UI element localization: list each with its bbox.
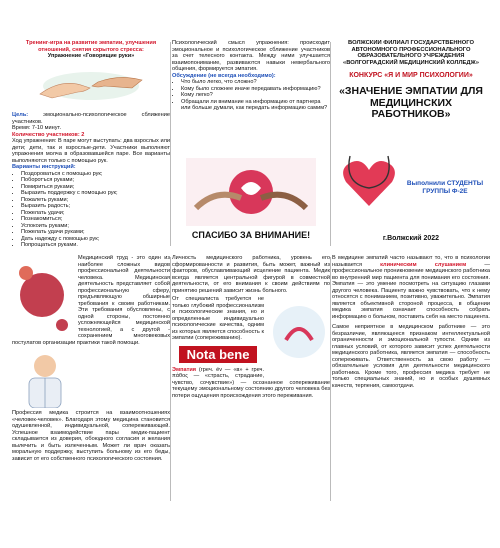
list-item: • Познакомиться; [21,216,170,223]
list-item: • Дать надежду с помощью рук; [21,236,170,243]
time: Время: 7-10 минут. [12,125,62,131]
indifference-text: Самое неприятное в медицинском работнике — это безразличие, являющееся признаком интеллектуальной ограниченности и эмоциональной тупости. Одним из главных условий, от которого зависит успех деятельности медицинского работника, является эмпатия — способность сопереживать. Ответственность за свою работу — обязательные условия для деятельности медицинского работника. Кроме того, профессия медика требует не только специальных знаний, но и особых душевных качеств, терпения, самоотдачи. [332,324,490,389]
variants-title: Варианты инструкций: [12,164,76,170]
clinical-listening-term: клиническим слушанием [380,261,467,268]
list-item: • Выразить радость; [21,203,170,210]
empathy-term: Эмпатия [172,366,197,373]
panel-medicine-intro [12,255,170,503]
list-item: • Выразить поддержку с помощью рук; [21,190,170,197]
goal-text: эмоционально-психологическое сближение участников. [12,112,170,125]
questions-list [172,79,330,112]
list-item: • Что было легко, что сложно? [181,79,330,86]
holding-hands-illustration [186,158,316,226]
hands-illustration [32,62,150,106]
caring-hands-illustration [268,296,330,376]
list-item: • Поздороваться с помощью рук; [21,171,170,178]
panel-personality [172,255,330,503]
list-item: • Пожелать удачи; [21,210,170,217]
list-item: • Обращали ли внимание на информацию от партнера или больше думали, как передать информацию самим? [181,99,330,112]
clinical-text-end: — профессиональное проникновение медицинского работника во внутренний мир пациента для понимания его состояния. Эмпатия — это умение посмотреть на ситуацию глазами другого человека. Пациенту важно чувствовать, что к нему относятся с пониманием, позитивно, уважительно. Эмпатия является объективной стороной процесса, в общении медика эмпатия означает способность собрать информацию о больном, поставить себя на место пациента. [332,261,490,320]
meaning-text: Психологический смысл упражнения: происходит эмоциональное и психологическое сближение участников за счет телесного контакта. Между ними улучшается взаимопонимание, развиваются навыки невербального общения, формируется эмпатия. [172,40,330,72]
empathy-definition: (греч. év — «в» + греч. πάθος — «страсть, страдание, чувство, сочувствие») — осознанное сопереживание текущему эмоциональному состоянию другого человека без потери ощущения происхождения этого переживания. [172,366,330,399]
list-item: • Кому легко? [181,92,330,99]
organization: ВОЛЖСКИЙ ФИЛИАЛ ГОСУДАРСТВЕННОГО АВТОНОМНОГО ПРОФЕССИОНАЛЬНОГО ОБРАЗОВАТЕЛЬНОГО УЧРЕЖДЕНИЯ «ВОЛГОГРАДСКИЙ МЕДИЦИНСКИЙ КОЛЛЕДЖ» [342,40,479,66]
list-item: • Помириться руками; [21,184,170,191]
panel-discussion [172,40,330,248]
virus-illustration [12,255,74,337]
variants-list [12,171,170,249]
separator [330,42,331,246]
thanks-text: СПАСИБО ЗА ВНИМАНИЕ! [191,230,311,240]
specialist-text: От специалиста требуется не только глубокий профессионализм и психологические знания, но и определенные индивидуально психологические качества, одним из которых является способность к эмпатии (сопереживанию). [172,296,264,341]
discussion-title: Обсуждение (не всегда необходимо): [172,72,276,79]
list-item: • Кому было сложнее иначе передавать информацию? [181,86,330,93]
panel-clinical-listening [332,255,490,503]
task-title: Тренинг-игра на развитие эмпатии, улучшения отношений, снятия скрытого стресса: [25,40,157,53]
clinical-text-start: В медицине эмпатий часто называют то, что в психологии называется [332,255,490,268]
authors: Выполнили СТУДЕНТЫ ГРУППЫ Ф-2Е [406,180,484,195]
list-item: • Пожалеть руками; [21,197,170,204]
count: Количество участников: 2 [12,131,85,138]
separator [170,42,171,246]
task-name: Упражнение «Говорящие руки» [47,53,135,59]
profession-text: Профессия медика строится на взаимоотношениях «человек-человек». Благодаря этому медицина становится одушевленной, индивидуальной, сопереживающей. Успешное взаимодействие пары медик-пациент складывается из доверия, обоюдного согласия и желания вылечить и быть излеченным. Может ли врач оказать моральную поддержку, выступить больному из его беды, зависит от его собственного психологического состояния. [12,410,170,462]
panel-cover [332,40,490,248]
separator [330,257,331,501]
list-item: • Поборотъся руками; [21,177,170,184]
city-year: г.Волжский 2022 [382,235,440,242]
stethoscope-heart-illustration [338,154,400,212]
doctor-illustration [14,350,76,408]
personality-text: Личность медицинского работника, уровень его сформированности и развития, быть может, важный из факторов, обуславливающий исцеление пациента. Медик всегда является центральной фигурой в совместной деятельности, от его внимания к своим действиям по принятию решений зависит жизнь больного. [172,255,330,294]
medical-work-text: Медицинский труд - это один из наиболее сложных видов профессиональной деятельности человека. Медицинская деятельность представляет собой профессиональную сферу, предъявляющую обширные требования к своим работникам. Эти требования обусловлены, с одной стороны, постоянно усложняющейся медицинской технологией, а с другой - сохранением многовековых постулатов организации практики такой помощи. [12,255,170,346]
list-item: • Успокоить руками; [21,223,170,230]
main-title: «ЗНАЧЕНИЕ ЭМПАТИИ ДЛЯ МЕДИЦИНСКИХ РАБОТНИКОВ» [339,85,483,120]
separator [170,257,171,501]
list-item: • Попрощаться руками. [21,242,170,248]
goal-label: Цель: [12,112,29,118]
panel-exercise [12,40,170,248]
list-item: • Пожелать удачи руками; [21,229,170,236]
nota-bene-label: Nota bene [179,346,258,363]
description: Ход упражнения: В паре могут выступать: два взрослых или дети; дети, так и взрослые-дети. Участники выполняют упражнения молча в образовавшейся паре. Все варианты выполняются только с помощью рук. [12,138,170,164]
contest-title: КОНКУРС «Я И МИР ПСИХОЛОГИИ» [349,72,473,79]
